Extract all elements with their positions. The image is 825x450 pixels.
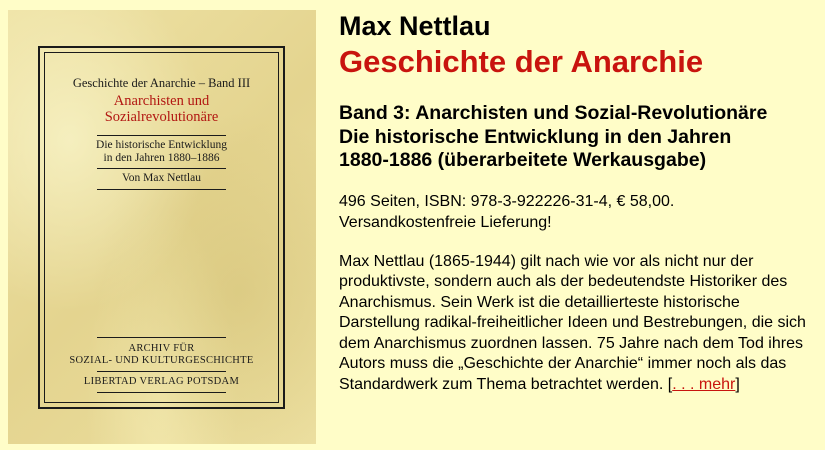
- book-description: [339, 252, 821, 396]
- more-link[interactable]: . . . mehr: [672, 375, 736, 393]
- cover-divider: [97, 168, 226, 169]
- book-meta: [339, 191, 821, 233]
- cover-archive-line: ARCHIV FÜR: [128, 343, 195, 354]
- book-cover-image: [8, 10, 316, 444]
- cover-archive-line: SOZIAL- UND KULTURGESCHICHTE: [69, 355, 254, 366]
- book-info: [339, 10, 821, 395]
- cover-frame: [38, 46, 285, 409]
- book-subtitle-line: 1880-1886 (überarbeitete Werkausgabe): [339, 149, 707, 171]
- cover-subtitle: [45, 139, 278, 165]
- cover-series: Geschichte der Anarchie – Band III: [72, 76, 251, 90]
- cover-title-line: Sozialrevolutionäre: [104, 109, 219, 125]
- description-text: Max Nettlau (1865-1944) gilt nach wie vor als nicht nur der produktivste, sondern auch als der bedeutendste Historiker des Anarchismus. Sein Werk ist die detaillierteste historische Darstellung radikal-freiheitlicher Ideen und Bestrebungen, die sich dem Anarchismus zuordnen lassen. 75 Jahre nach dem Tod ihres Autors muss die „Geschichte der Anarchie“ immer noch als das Standardwerk zum Thema betrachtet werden.: [339, 252, 806, 393]
- cover-author: Von Max Nettlau: [121, 172, 201, 184]
- book-subtitle-line: Die historische Entwicklung in den Jahren: [339, 125, 732, 148]
- book-price-isbn: 496 Seiten, ISBN: 978-3-922226-31-4, € 58,00.: [339, 192, 675, 210]
- cover-subtitle-line: Die historische Entwicklung: [96, 139, 227, 151]
- cover-divider: [97, 135, 226, 136]
- book-subtitle-line: Band 3: Anarchisten und Sozial-Revolutionäre: [339, 102, 768, 124]
- cover-title: [45, 93, 278, 125]
- book-title: Geschichte der Anarchie: [339, 44, 704, 79]
- more-bracket-open: [: [667, 375, 673, 393]
- cover-divider: [97, 337, 226, 338]
- cover-title-line: Anarchisten und: [113, 93, 210, 109]
- cover-divider: [97, 189, 226, 190]
- cover-divider: [97, 371, 226, 372]
- book-author: Max Nettlau: [339, 11, 491, 41]
- cover-subtitle-line: in den Jahren 1880–1886: [103, 152, 220, 164]
- cover-frame-inner: [44, 52, 279, 403]
- cover-divider: [97, 392, 226, 393]
- cover-archive: [45, 343, 278, 367]
- book-subtitle: [339, 102, 821, 173]
- cover-publisher: LIBERTAD VERLAG POTSDAM: [83, 376, 240, 387]
- more-bracket-close: ]: [735, 375, 740, 393]
- shipping-note: Versandkostenfreie Lieferung!: [339, 213, 552, 231]
